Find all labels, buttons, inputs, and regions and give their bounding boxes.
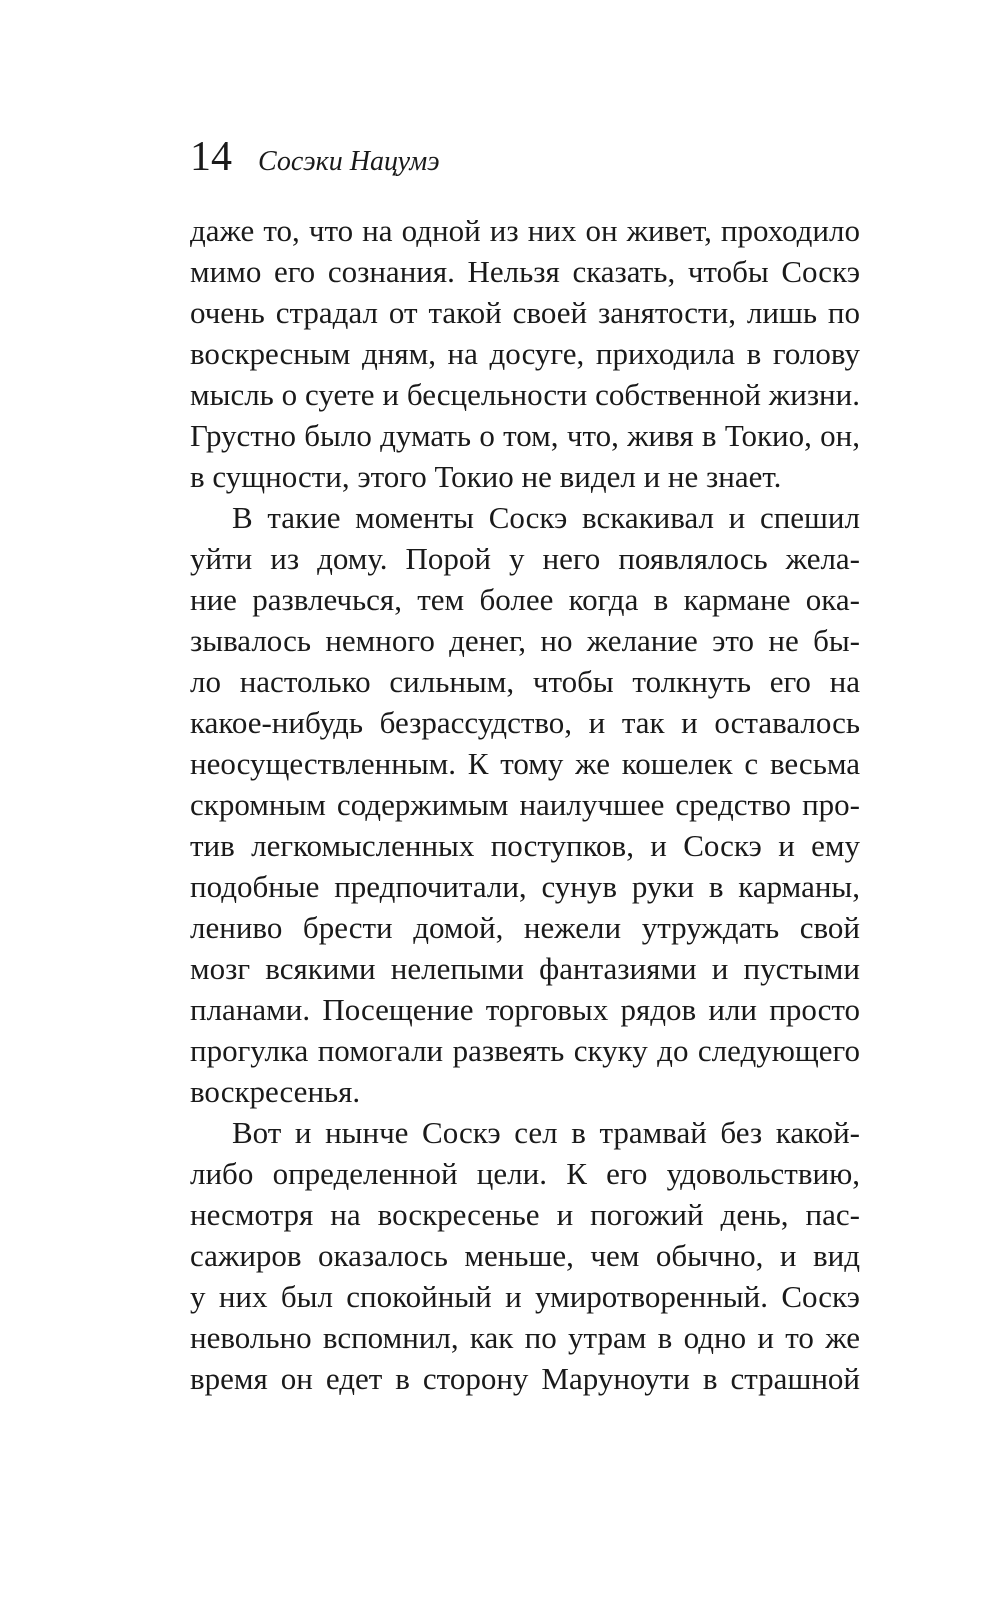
text-line: уйти из дому. Порой у него появлялось жела- (190, 541, 860, 576)
text-line: мимо его сознания. Нельзя сказать, чтобы Соскэ (190, 254, 860, 289)
paragraph-2 (190, 497, 860, 1112)
text-line: В такие моменты Соскэ вскакивал и спешил (232, 500, 860, 535)
text-line: мозг всякими нелепыми фантазиями и пустыми (190, 951, 860, 986)
text-line: ние развлечься, тем более когда в кармане ока- (190, 582, 860, 617)
page-number: 14 (190, 134, 232, 180)
text-line: время он едет в сторону Маруноути в страшной (190, 1361, 860, 1396)
text-line: несмотря на воскресенье и погожий день, пас- (190, 1197, 860, 1232)
text-line: воскресенья. (190, 1074, 361, 1109)
paragraph-1 (190, 210, 860, 497)
text-line: мысль о суете и бесцельности собственной жизни. (190, 377, 860, 412)
author-name: Сосэки Нацумэ (258, 146, 440, 177)
text-line: прогулка помогали развеять скуку до следующего (190, 1033, 860, 1068)
text-line: очень страдал от такой своей занятости, лишь по (190, 295, 860, 330)
text-line: скромным содержимым наилучшее средство про- (190, 787, 860, 822)
paragraph-3 (190, 1112, 860, 1399)
text-line: Вот и нынче Соскэ сел в трамвай без какой- (232, 1115, 860, 1150)
text-line: у них был спокойный и умиротворенный. Соскэ (190, 1279, 860, 1314)
text-line: либо определенной цели. К его удовольствию, (190, 1156, 860, 1191)
text-line: подобные предпочитали, сунув руки в карманы, (190, 869, 860, 904)
body-text (190, 210, 860, 1399)
text-line: зывалось немного денег, но желание это не бы- (190, 623, 860, 658)
text-line: планами. Посещение торговых рядов или просто (190, 992, 860, 1027)
text-line: тив легкомысленных поступков, и Соскэ и ему (190, 828, 860, 863)
running-head (190, 132, 440, 182)
text-line: неосуществленным. К тому же кошелек с весьма (190, 746, 860, 781)
text-line: невольно вспомнил, как по утрам в одно и то же (190, 1320, 860, 1355)
text-line: даже то, что на одной из них он живет, проходило (190, 213, 860, 248)
text-line: воскресным дням, на досуге, приходила в голову (190, 336, 860, 371)
text-line: какое-нибудь безрассудство, и так и оставалось (190, 705, 860, 740)
text-line: в сущности, этого Токио не видел и не знает. (190, 459, 782, 494)
text-line: сажиров оказалось меньше, чем обычно, и вид (190, 1238, 860, 1273)
text-line: ло настолько сильным, чтобы толкнуть его на (190, 664, 860, 699)
text-line: лениво брести домой, нежели утруждать свой (190, 910, 860, 945)
text-line: Грустно было думать о том, что, живя в Токио, он, (190, 418, 860, 453)
